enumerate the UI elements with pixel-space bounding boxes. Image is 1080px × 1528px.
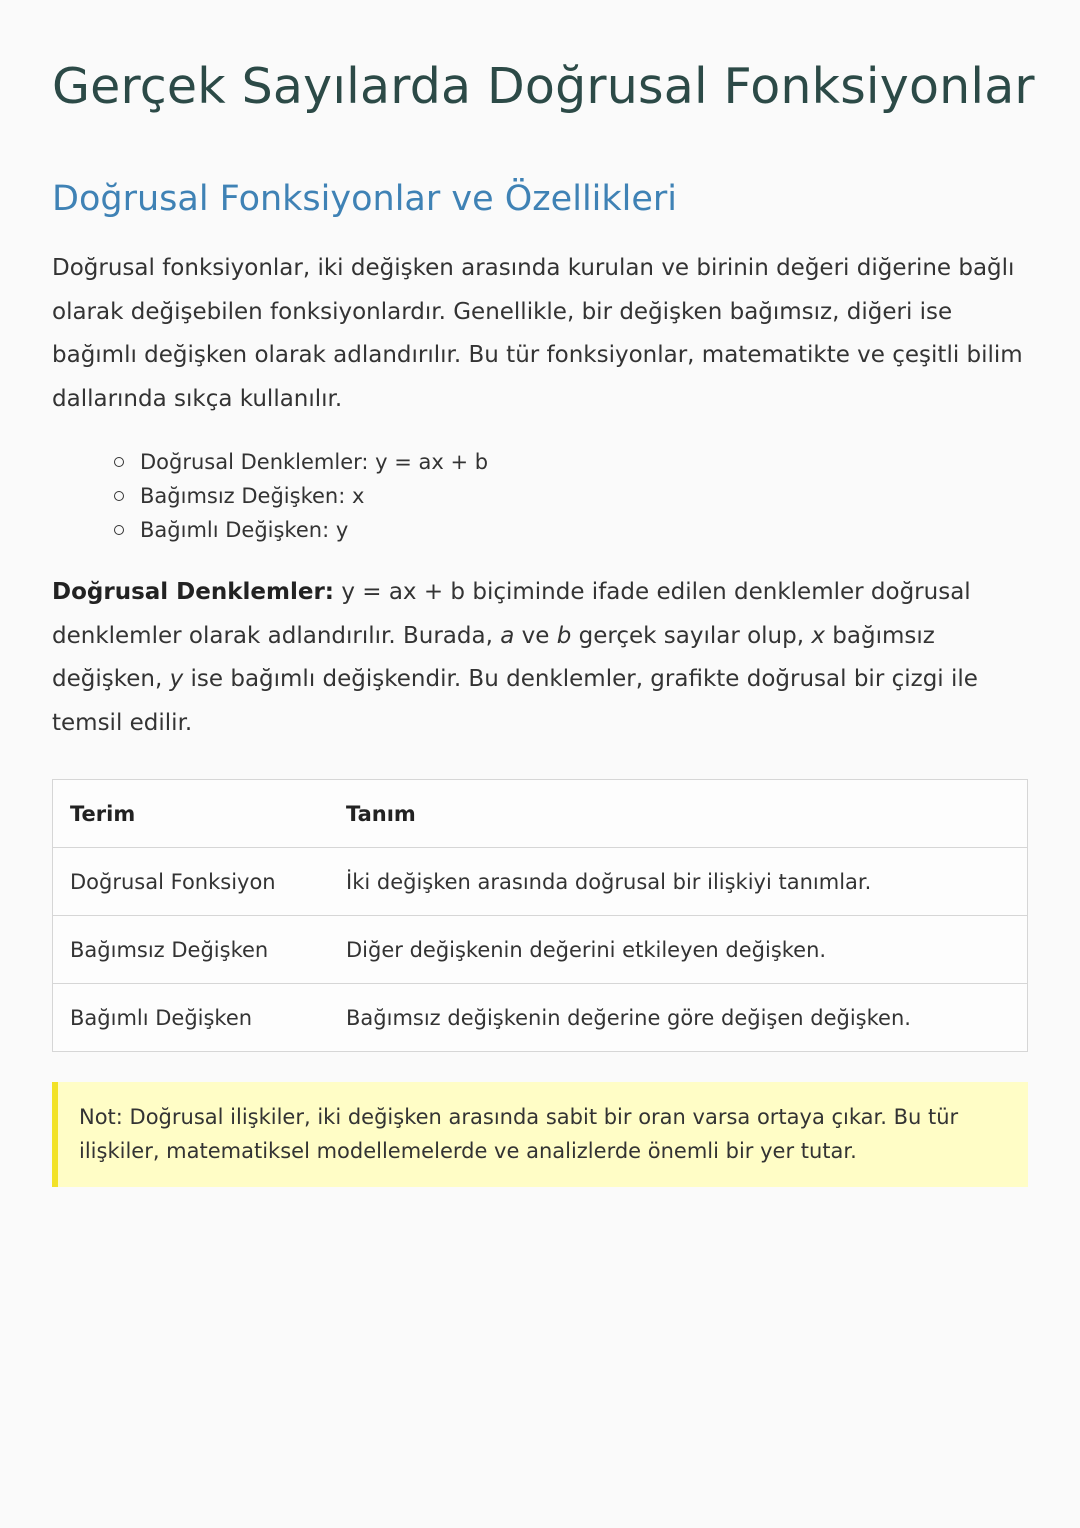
definition-text: ise bağımlı değişkendir. Bu denklemler, grafikte doğrusal bir çizgi ile temsil edilir.: [52, 666, 978, 736]
table-row: [53, 916, 1028, 984]
list-item-text: Doğrusal Denklemler: y = ax + b: [140, 450, 489, 474]
definition-cell: Bağımsız değişkenin değerine göre değişen değişken.: [329, 984, 1028, 1052]
list-item-text: Bağımsız Değişken: x: [140, 484, 365, 508]
variable-a: a: [500, 622, 515, 649]
intro-paragraph: Doğrusal fonksiyonlar, iki değişken arasında kurulan ve birinin değeri diğerine bağlı olarak değişebilen fonksiyonlardır. Genellikle, bir değişken bağımsız, diğeri ise bağımlı değişken olarak adlandırılır. Bu tür fonksiyonlar, matematikte ve çeşitli bilim dallarında sıkça kullanılır.: [52, 255, 1023, 412]
definition-cell: Diğer değişkenin değerini etkileyen değişken.: [329, 916, 1028, 984]
definition-paragraph: [52, 571, 1028, 745]
table-header-row: [53, 780, 1028, 848]
definition-text: gerçek sayılar olup,: [571, 622, 812, 649]
term-cell: Bağımlı Değişken: [53, 984, 330, 1052]
key-terms-list: [52, 445, 1028, 547]
hollow-bullet-icon: [114, 491, 124, 501]
variable-x: x: [811, 622, 825, 649]
hollow-bullet-icon: [114, 525, 124, 535]
definition-text: ve: [514, 622, 557, 649]
variable-y: y: [169, 666, 184, 692]
note-callout: Not: Doğrusal ilişkiler, iki değişken arasında sabit bir oran varsa ortaya çıkar. Bu tür ilişkiler, matematiksel modellemelerde ve analizlerde önemli bir yer tutar.: [52, 1082, 1028, 1187]
variable-b: b: [556, 622, 572, 649]
hollow-bullet-icon: [114, 457, 124, 467]
definition-cell: İki değişken arasında doğrusal bir ilişkiyi tanımlar.: [329, 848, 1028, 916]
term-cell: Bağımsız Değişken: [53, 916, 330, 984]
definition-label: Doğrusal Denklemler:: [52, 579, 335, 605]
list-item: [140, 513, 1028, 547]
page-title: Gerçek Sayılarda Doğrusal Fonksiyonlar: [52, 58, 1035, 115]
term-cell: Doğrusal Fonksiyon: [53, 848, 330, 916]
header-term: Terim: [53, 780, 330, 848]
section-heading: Doğrusal Fonksiyonlar ve Özellikleri: [52, 179, 678, 219]
table-row: [53, 984, 1028, 1052]
table-row: [53, 848, 1028, 916]
list-item: [140, 479, 1028, 513]
list-item-text: Bağımlı Değişken: y: [140, 518, 349, 542]
terms-table: [52, 779, 1028, 1052]
definition-text: bağımsız değişken,: [52, 622, 935, 692]
list-item: [140, 445, 1028, 479]
definition-text: y = ax + b biçiminde ifade edilen denklemler doğrusal denklemler olarak adlandırılır. Burada,: [52, 579, 971, 649]
header-definition: Tanım: [329, 780, 1028, 848]
